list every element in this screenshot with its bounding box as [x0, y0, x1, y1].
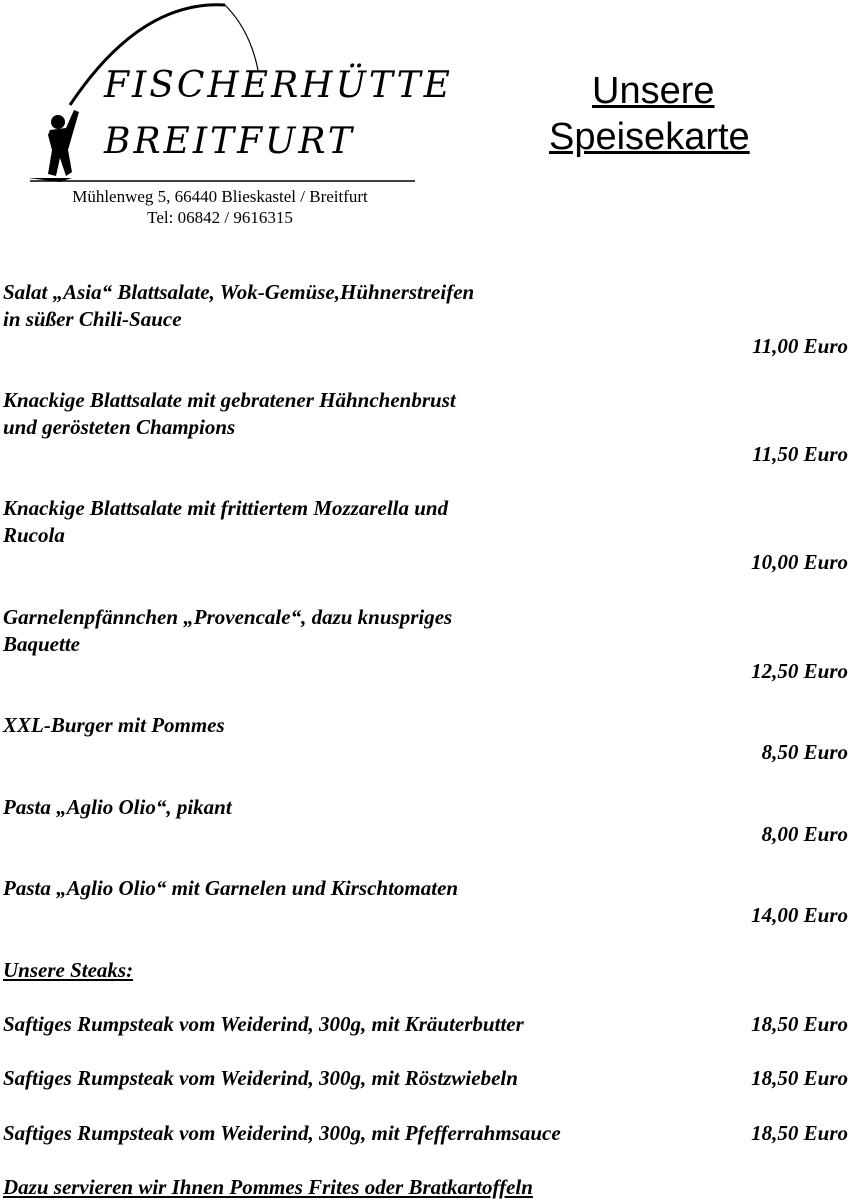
steak-item-2-name: Saftiges Rumpsteak vom Weiderind, 300g, mit Röstzwiebeln: [3, 1066, 518, 1090]
menu-item-6-price: 8,00 Euro: [761, 822, 848, 846]
menu-item-1-name: [3, 279, 474, 333]
side-dish-note: Dazu servieren wir Ihnen Pommes Frites oder Bratkartoffeln: [3, 1175, 533, 1199]
menu-item-line: Knackige Blattsalate mit gebratener Hähnchenbrust: [3, 388, 456, 412]
menu-item-line: Baquette: [3, 632, 80, 656]
menu-item-7-name: Pasta „Aglio Olio“ mit Garnelen und Kirschtomaten: [3, 876, 459, 900]
menu-item-4-price: 12,50 Euro: [751, 659, 848, 683]
menu-item-2-price: 11,50 Euro: [752, 442, 848, 466]
menu-item-3-price: 10,00 Euro: [751, 550, 848, 574]
steak-item-1-price: 18,50 Euro: [751, 1012, 848, 1036]
steak-item-3-price: 18,50 Euro: [751, 1121, 848, 1145]
page-title-line1: Unsere: [592, 70, 715, 112]
brand-name-line1: FISCHERHÜTTE: [104, 65, 453, 106]
menu-item-3-name: [3, 495, 448, 549]
menu-item-5-name: XXL-Burger mit Pommes: [3, 713, 225, 737]
steaks-section-heading: Unsere Steaks:: [3, 958, 134, 982]
brand-name-line2: BREITFURT: [104, 121, 355, 162]
menu-item-line: in süßer Chili-Sauce: [3, 307, 182, 331]
phone-number: Tel: 06842 / 9616315: [147, 208, 293, 227]
menu-item-line: Knackige Blattsalate mit frittiertem Mozzarella und: [3, 496, 449, 520]
menu-item-line: Rucola: [3, 523, 65, 547]
menu-item-line: und gerösteten Champions: [3, 415, 236, 439]
menu-item-4-name: [3, 604, 452, 658]
page-title-line2: Speisekarte: [549, 116, 750, 158]
menu-item-5-price: 8,50 Euro: [761, 740, 848, 764]
steak-item-3-name: Saftiges Rumpsteak vom Weiderind, 300g, mit Pfefferrahmsauce: [3, 1121, 561, 1145]
restaurant-logo: [0, 0, 453, 240]
menu-item-line: Garnelenpfännchen „Provencale“, dazu knuspriges: [3, 605, 453, 629]
address: Mühlenweg 5, 66440 Blieskastel / Breitfurt: [72, 187, 368, 206]
menu-item-7-price: 14,00 Euro: [751, 903, 848, 927]
steak-item-2-price: 18,50 Euro: [751, 1066, 848, 1090]
menu-item-6-name: Pasta „Aglio Olio“, pikant: [3, 795, 232, 819]
menu-item-2-name: [3, 387, 456, 441]
steak-item-1-name: Saftiges Rumpsteak vom Weiderind, 300g, mit Kräuterbutter: [3, 1012, 524, 1036]
menu-item-line: Salat „Asia“ Blattsalate, Wok-Gemüse,Hühnerstreifen: [3, 280, 475, 304]
menu-item-1-price: 11,00 Euro: [752, 334, 848, 358]
